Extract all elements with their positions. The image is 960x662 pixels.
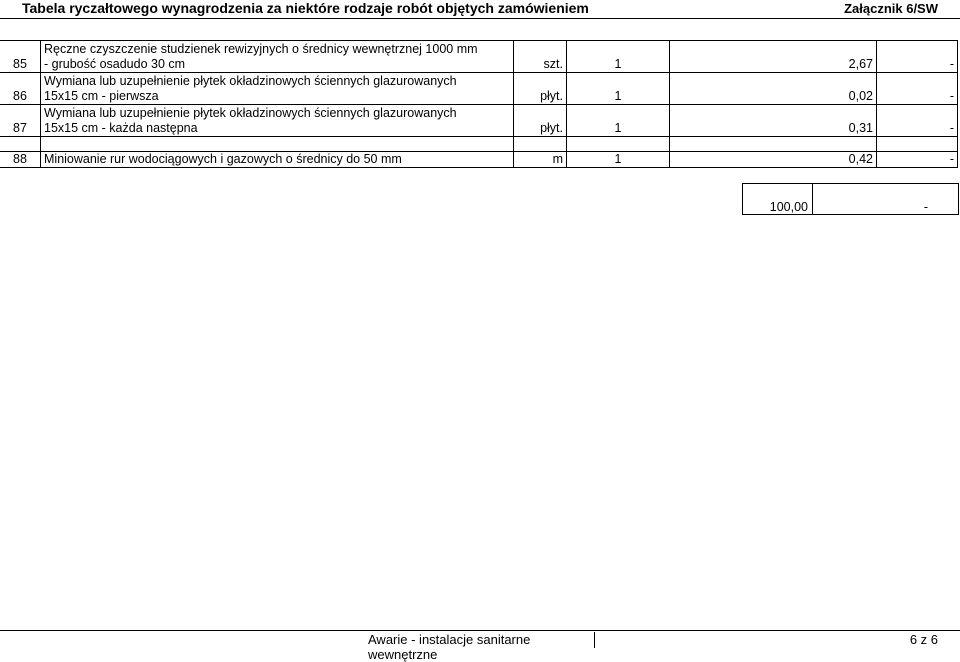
row-description (41, 105, 514, 137)
spacer-row (0, 137, 958, 152)
description-line-1: Wymiana lub uzupełnienie płytek okładzinowych ściennych glazurowanych (44, 74, 457, 88)
row-percent: 0,31 (670, 105, 877, 137)
description-line-2: 15x15 cm - pierwsza (44, 89, 159, 103)
description-line-1: Ręczne czyszczenie studzienek rewizyjnych o średnicy wewnętrznej 1000 mm (44, 42, 478, 56)
row-percent: 2,67 (670, 41, 877, 73)
footer-section-cell (368, 632, 595, 662)
row-quantity: 1 (567, 73, 670, 105)
row-unit: szt. (514, 41, 567, 73)
row-quantity: 1 (567, 105, 670, 137)
row-quantity: 1 (567, 152, 670, 168)
row-percent: 0,42 (670, 152, 877, 168)
row-value: - (877, 152, 958, 168)
row-number: 86 (0, 73, 41, 105)
row-value: - (877, 41, 958, 73)
total-percent: 100,00 (769, 200, 808, 214)
footer-section-label: Awarie - instalacje sanitarne wewnętrzne (368, 632, 531, 662)
page-header (0, 0, 960, 20)
description-line-1: Wymiana lub uzupełnienie płytek okładzinowych ściennych glazurowanych (44, 106, 457, 120)
table-row (0, 41, 958, 73)
items-table (0, 40, 958, 168)
footer-divider (0, 630, 960, 631)
row-unit: płyt. (514, 73, 567, 105)
row-unit: m (514, 152, 567, 168)
total-row (742, 183, 959, 215)
document-title: Tabela ryczałtowego wynagrodzenia za niektóre rodzaje robót objętych zamówieniem (22, 0, 589, 16)
row-quantity: 1 (567, 41, 670, 73)
page-footer (0, 630, 960, 662)
annex-label: Załącznik 6/SW (844, 1, 938, 16)
row-description: Miniowanie rur wodociągowych i gazowych o średnicy do 50 mm (41, 152, 514, 168)
row-number: 88 (0, 152, 41, 168)
row-description (41, 73, 514, 105)
header-divider (0, 18, 960, 19)
row-description (41, 41, 514, 73)
total-value: - (923, 200, 928, 214)
row-unit: płyt. (514, 105, 567, 137)
row-number: 87 (0, 105, 41, 137)
description-line-2: - grubość osadudo 30 cm (44, 57, 186, 71)
row-number: 85 (0, 41, 41, 73)
row-value: - (877, 73, 958, 105)
row-value: - (877, 105, 958, 137)
table-row (0, 152, 958, 168)
page-number: 6 z 6 (909, 632, 938, 647)
table-row (0, 105, 958, 137)
table-row (0, 73, 958, 105)
row-percent: 0,02 (670, 73, 877, 105)
description-line-2: 15x15 cm - każda następna (44, 121, 198, 135)
